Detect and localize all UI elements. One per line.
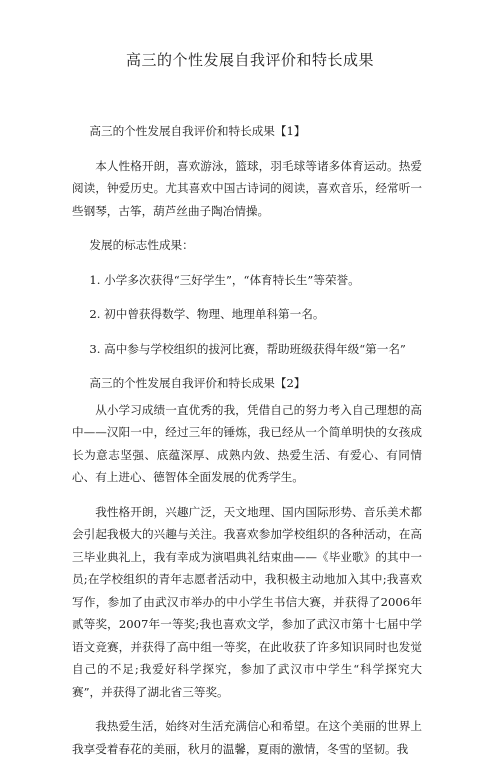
- section-2-paragraph-3: 我热爱生活，始终对生活充满信心和希望。在这个美丽的世界上我享受着春花的美丽，秋月的温馨，夏雨的激情，冬雪的坚韧。我: [72, 719, 422, 756]
- achievement-item-3: 3. 高中参与学校组织的拔河比赛，帮助班级获得年级“第一名”: [89, 341, 406, 356]
- section-2-paragraph-2: 我性格开朗，兴趣广泛，天文地理、国内国际形势、音乐美术都会引起我极大的兴趣与关注。我喜欢参加学校组织的各种活动，在高三毕业典礼上，我有幸成为演唱典礼结束曲——《毕业歌》的其中一员;在学校组织的青年志愿者活动中，我积极主动地加入其中;我喜欢写作，参加了由武汉市举办的中小学生书信大赛，并获得了2006年贰等奖，2007年一等奖;我也喜欢文学，参加了武汉市第十七届中学语文竞赛，并获得了高中组一等奖，在此收获了许多知识同时也发觉自己的不足;我爱好科学探究，参加了武汉市中学生“科学探究大赛”，并获得了湖北省三等奖。: [72, 504, 422, 699]
- section-2-paragraph-1: 从小学习成绩一直优秀的我，凭借自己的努力考入自己理想的高中——汉阳一中，经过三年的锤炼，我已经从一个简单明快的女孩成长为意志坚强、底蕴深厚、成熟内敛、热爱生活、有爱心、有同情心、有上进心、德智体全面发展的优秀学生。: [72, 402, 422, 484]
- document-title: 高三的个性发展自我评价和特长成果: [125, 51, 374, 69]
- achievement-item-2: 2. 初中曾获得数学、物理、地理单科第一名。: [89, 307, 325, 321]
- section-2-heading: 高三的个性发展自我评价和特长成果【2】: [89, 376, 306, 390]
- section-1-intro: 本人性格开朗，喜欢游泳，篮球，羽毛球等诸多体育运动。热爱阅读，钟爱历史。尤其喜欢中国古诗词的阅读，喜欢音乐，经常听一些钢琴，古筝，葫芦丝曲子陶冶情操。: [72, 158, 422, 218]
- achievements-label: 发展的标志性成果：: [89, 238, 194, 252]
- section-1-heading: 高三的个性发展自我评价和特长成果【1】: [89, 124, 306, 138]
- achievement-item-1: 1. 小学多次获得“三好学生”，“体育特长生”等荣誉。: [89, 272, 360, 287]
- document-body: [72, 120, 422, 772]
